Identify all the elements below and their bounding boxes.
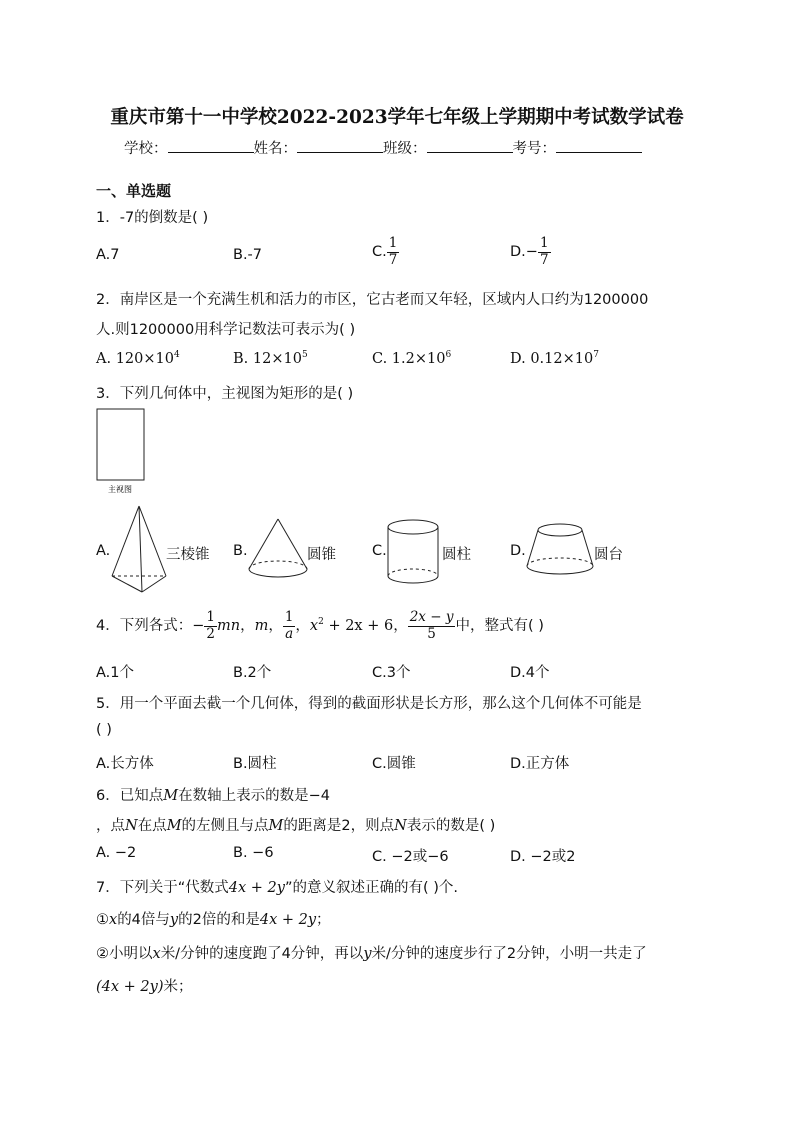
q2-option-a-base: A. 120×10 (96, 350, 174, 367)
q2-option-a-exponent: 4 (173, 350, 180, 360)
section-heading: 一、单选题 (96, 182, 172, 200)
q2-option-a (96, 350, 180, 367)
q7-text: 米/分钟的速度步行了2分钟，小明一共走了 (371, 946, 647, 962)
q2-option-d-base: D. 0.12×10 (510, 350, 594, 367)
q1-option-d-fraction (538, 236, 551, 268)
q6-text: ，点 (96, 818, 125, 834)
q7-expression: 4x + 2y (259, 912, 317, 928)
q2-option-b-base: B. 12×10 (233, 350, 302, 367)
info-line (124, 137, 642, 158)
q1-option-a: A.7 (96, 247, 120, 263)
q3-option-d-label: 圆台 (594, 547, 623, 563)
q4-expr5-fraction (408, 610, 456, 642)
separator: ， (240, 618, 255, 635)
q3-option-c-prefix: C. (372, 543, 387, 559)
q6-stem-line2 (96, 814, 495, 835)
variable-y: y (363, 946, 372, 962)
school-blank (168, 140, 254, 153)
cylinder-figure (385, 516, 441, 588)
variable-x: x (152, 946, 161, 962)
q2-stem-line2: 人.则1200000用科学记数法可表示为( ) (96, 322, 356, 338)
q7-text: 的2倍的和是 (178, 912, 260, 928)
q2-option-c (372, 350, 451, 367)
q2-option-b (233, 350, 308, 367)
q7-text: ； (316, 912, 331, 928)
variable-x: x (109, 912, 118, 928)
q7-text: ① (96, 912, 109, 928)
q4-option-d: D.4个 (510, 665, 550, 681)
q4-expr4-rest: + 2x + 6 (323, 618, 394, 635)
q7-text: 米； (163, 979, 193, 995)
name-blank (297, 140, 383, 153)
q4-option-c: C.3个 (372, 665, 411, 681)
q1-option-b: B.-7 (233, 247, 263, 263)
q2-option-b-exponent: 5 (301, 350, 308, 360)
q1-option-d (510, 236, 551, 268)
point-n: N (125, 818, 138, 834)
fraction-numerator: 1 (284, 609, 294, 625)
minus-sign: − (525, 244, 538, 261)
q3-option-a-prefix: A. (96, 543, 111, 559)
number-blank (556, 140, 642, 153)
q4-expr2: m (254, 618, 269, 635)
q7-text: 米/分钟的速度跑了4分钟，再以 (160, 946, 364, 962)
q7-statement-1 (96, 908, 331, 929)
front-view-rectangle (97, 409, 144, 480)
class-blank (427, 140, 513, 153)
q6-stem-line1 (96, 784, 330, 805)
q7-statement-2-line1 (96, 942, 647, 963)
separator: ， (295, 618, 310, 635)
front-view-figure (92, 405, 152, 497)
fraction-numerator: 1 (539, 235, 549, 251)
q6-text: 的距离是2，则点 (283, 818, 395, 834)
variable-y: y (169, 912, 179, 928)
class-label: 班级： (383, 141, 427, 157)
fraction-denominator: 7 (539, 251, 549, 268)
q6-option-a: A. −2 (96, 845, 137, 861)
q7-text: ”的意义叙述正确的有( )个. (284, 880, 458, 896)
q2-option-d-exponent: 7 (593, 350, 599, 360)
q1-option-c-fraction (387, 236, 400, 268)
q5-option-b: B.圆柱 (233, 756, 277, 772)
point-m: M (268, 818, 284, 834)
q6-text: 在数轴上表示的数是−4 (178, 788, 330, 804)
q1-option-c-prefix: C. (372, 244, 387, 261)
q4-expr3-fraction (283, 610, 296, 642)
q1-option-d-prefix: D. (510, 244, 526, 261)
q5-option-a: A.长方体 (96, 756, 154, 772)
q6-text: 表示的数是( ) (406, 818, 496, 834)
q4-expr1-fraction (204, 610, 217, 642)
q7-text: ②小明以 (96, 946, 153, 962)
separator: ， (268, 618, 283, 635)
front-view-caption: 主视图 (108, 485, 132, 494)
q4-stem (96, 610, 544, 642)
q4-stem-prefix: 4．下列各式： (96, 618, 193, 635)
q2-option-c-base: C. 1.2×10 (372, 350, 446, 367)
q2-option-c-exponent: 6 (445, 350, 452, 360)
q7-expression: 4x + 2y (228, 880, 285, 896)
q3-option-b-label: 圆锥 (307, 547, 336, 563)
name-label: 姓名： (253, 141, 297, 157)
q2-option-d (510, 350, 599, 367)
q6-text: 6．已知点 (96, 788, 164, 804)
q7-statement-2-line2 (96, 975, 193, 996)
triangular-pyramid-figure (108, 500, 170, 600)
q3-option-b-prefix: B. (233, 543, 248, 559)
q7-stem (96, 876, 458, 897)
q5-stem-line1: 5．用一个平面去截一个几何体，得到的截面形状是长方形，那么这个几何体不可能是 (96, 696, 642, 712)
q5-option-d: D.正方体 (510, 756, 570, 772)
q5-stem-line2: ( ) (96, 722, 112, 738)
q1-option-c (372, 236, 399, 268)
q7-text: 7．下列关于“代数式 (96, 880, 229, 896)
fraction-numerator: 1 (206, 609, 215, 625)
q3-option-a-label: 三棱锥 (166, 547, 210, 563)
q4-expr1-variable: mn (216, 618, 241, 635)
q6-option-b: B. −6 (233, 845, 274, 861)
q4-expr4-x: x (309, 618, 319, 635)
separator: ， (393, 618, 408, 635)
fraction-numerator: 2x − y (409, 609, 454, 625)
q3-option-d-prefix: D. (510, 543, 526, 559)
point-m: M (166, 818, 182, 834)
point-n: N (394, 818, 407, 834)
q6-option-d: D. −2或2 (510, 849, 576, 865)
q6-text: 的左侧且与点 (181, 818, 269, 834)
q6-option-c: C. −2或−6 (372, 849, 449, 865)
q2-stem-line1: 2．南岸区是一个充满生机和活力的市区，它古老而又年轻，区域内人口约为1200000 (96, 292, 649, 308)
q4-expr4-exponent: 2 (318, 617, 324, 628)
q4-option-a: A.1个 (96, 665, 134, 681)
exam-title: 重庆市第十一中学校2022-2023学年七年级上学期期中考试数学试卷 (110, 107, 684, 128)
q4-option-b: B.2个 (233, 665, 272, 681)
school-label: 学校： (124, 141, 168, 157)
q1-stem: 1．-7的倒数是( ) (96, 210, 209, 226)
q7-text: 的4倍与 (117, 912, 170, 928)
fraction-denominator: a (285, 625, 294, 642)
cone-figure (246, 515, 310, 587)
q5-option-c: C.圆锥 (372, 756, 416, 772)
q3-option-c-label: 圆柱 (442, 547, 471, 563)
fraction-numerator: 1 (388, 235, 398, 251)
point-m: M (163, 788, 179, 804)
fraction-denominator: 5 (427, 625, 436, 642)
frustum-figure (524, 520, 596, 582)
minus-sign: − (192, 618, 205, 635)
q3-stem: 3．下列几何体中，主视图为矩形的是( ) (96, 386, 354, 402)
q7-expression: (4x + 2y) (96, 979, 164, 995)
fraction-denominator: 2 (206, 625, 215, 642)
number-label: 考号： (512, 141, 556, 157)
q6-text: 在点 (137, 818, 167, 834)
q4-stem-suffix: 中，整式有( ) (455, 618, 544, 635)
fraction-denominator: 7 (388, 251, 398, 268)
